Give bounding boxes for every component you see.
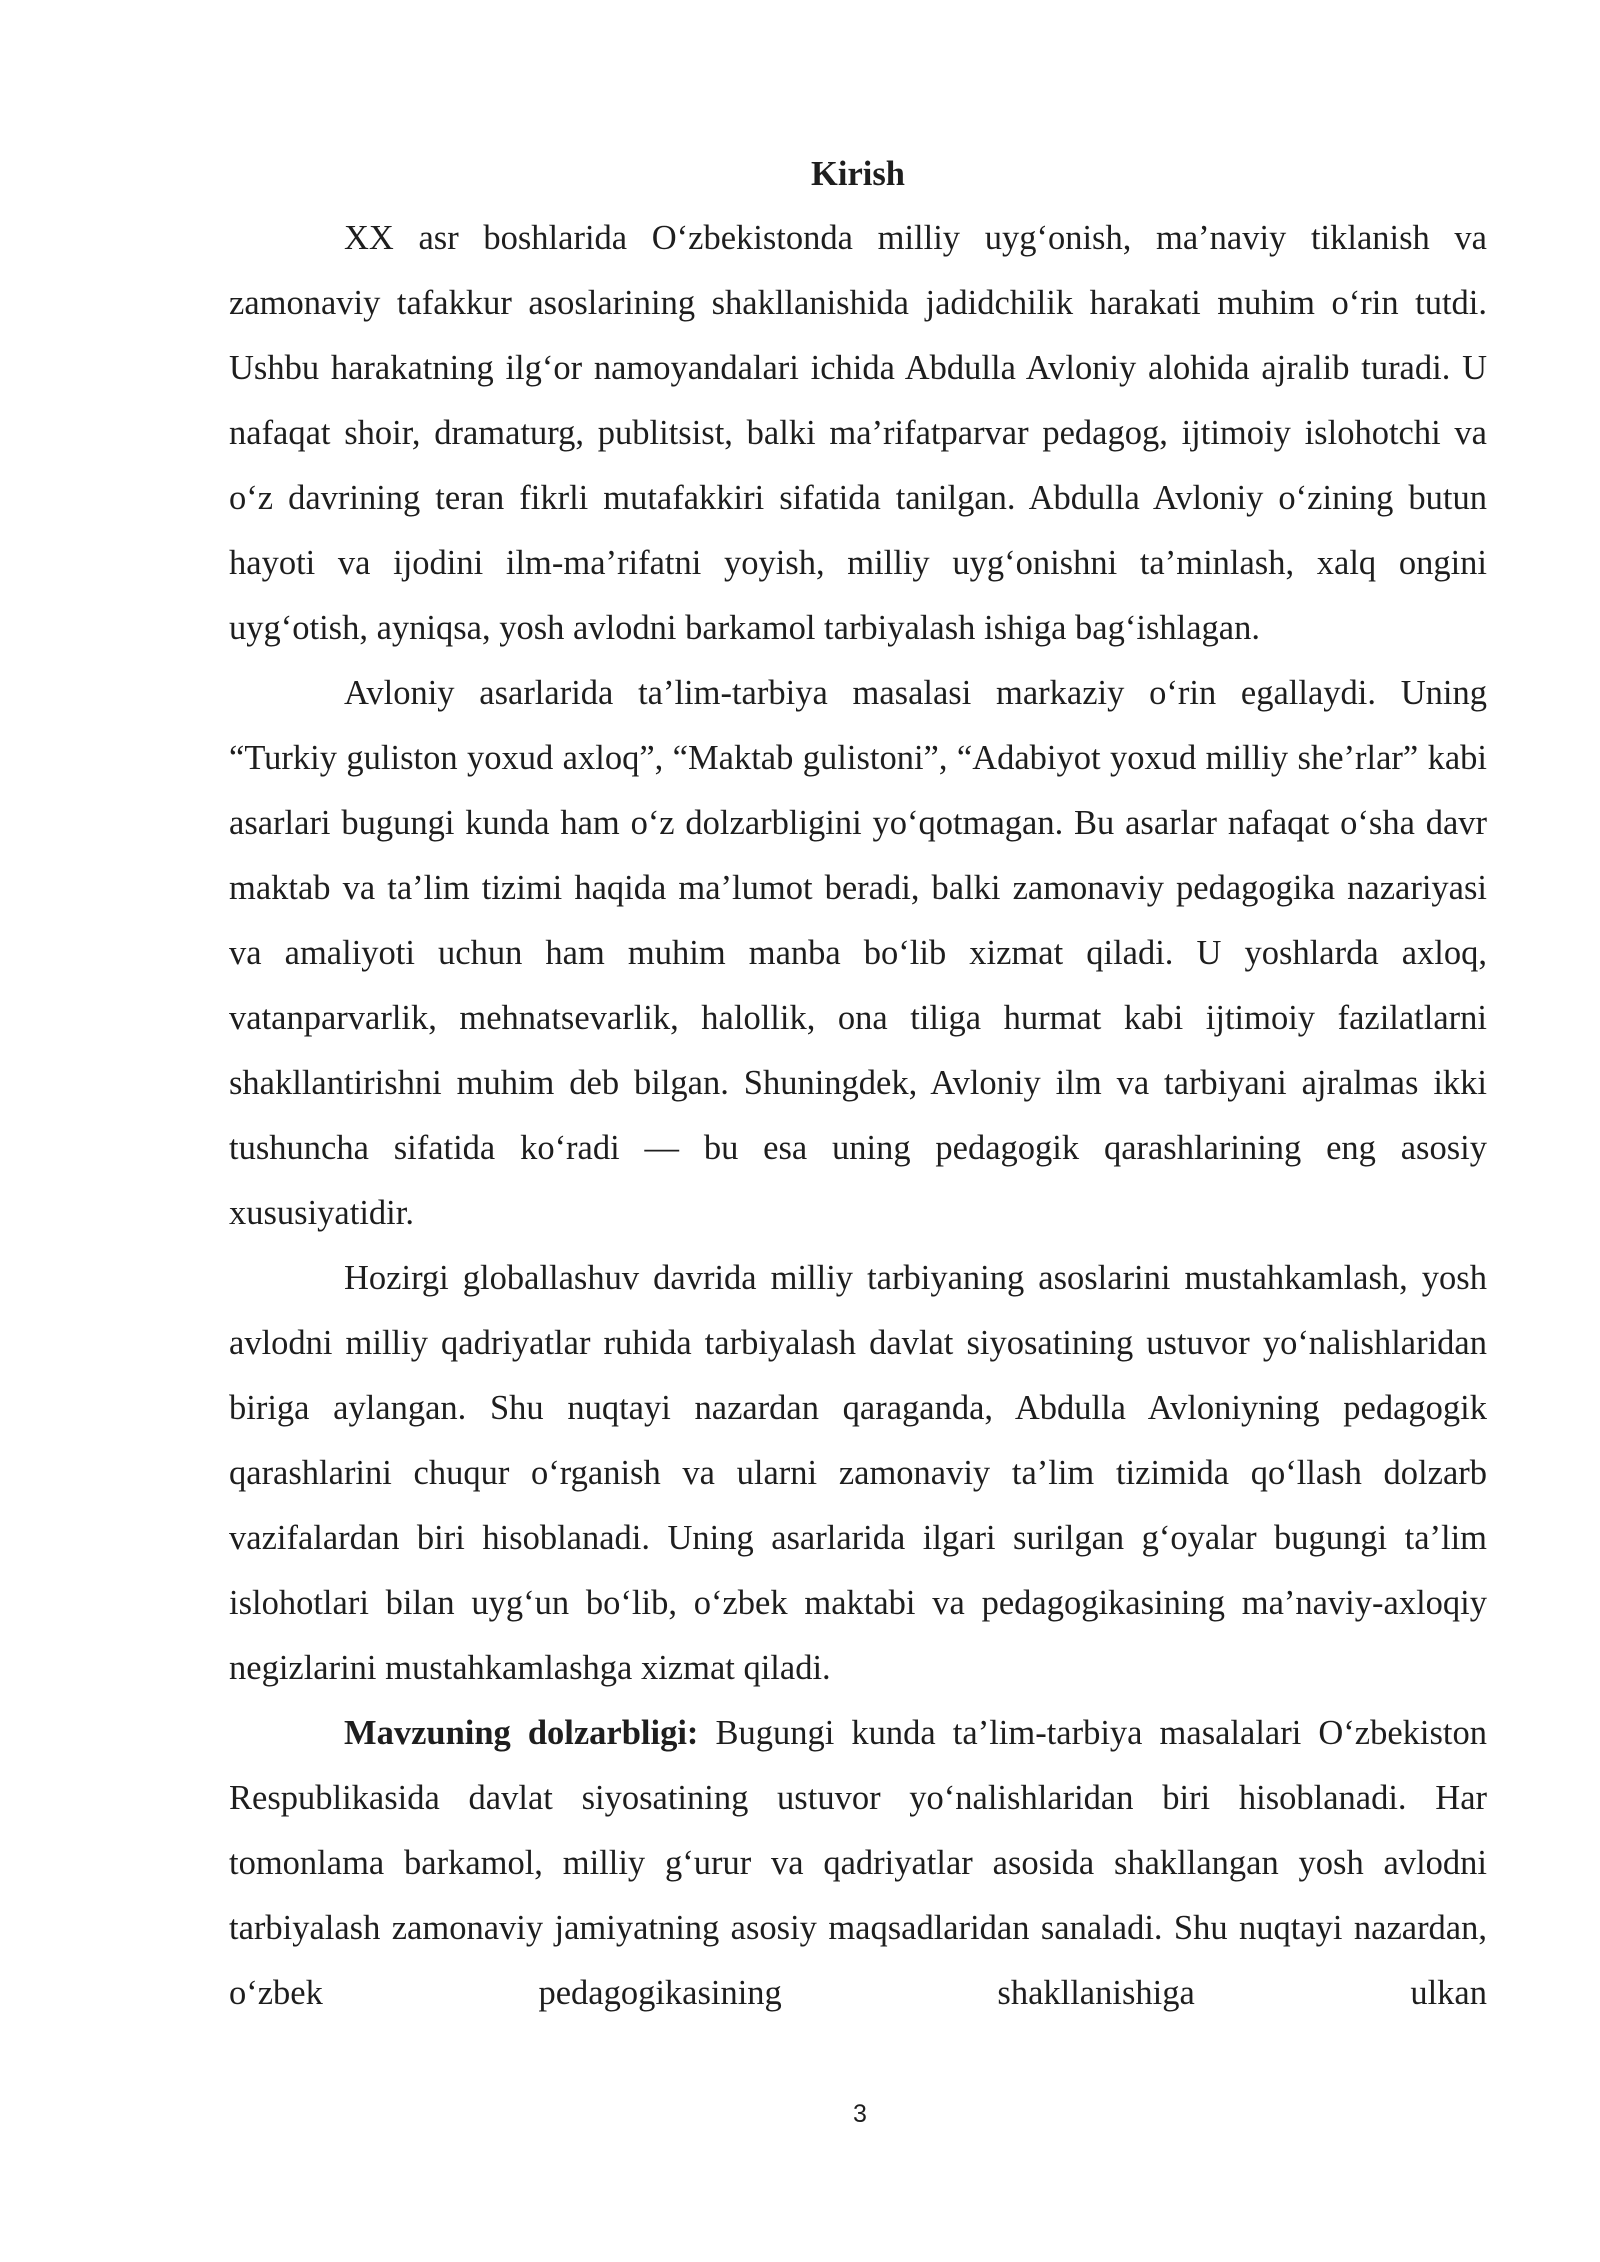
paragraph-4-text: Bugungi kunda ta’lim-tarbiya masalalari O‘zbekiston Respublikasida davlat siyosatining ustuvor yo‘nalishlaridan biri hisoblanadi. Har tomonlama barkamol, milliy g‘urur va qadriyatlar asosida shakllangan yosh avlodni tarbiyalash zamonaviy jamiyatning asosiy maqsadlaridan sanaladi. Shu nuqtayi nazardan, o‘zbek pedagogikasining shakllanishiga ulkan [229, 1714, 1487, 2012]
paragraph-lead-heading: Mavzuning dolzarbligi: [344, 1714, 699, 1752]
document-body [229, 148, 1487, 2026]
page-title: Kirish [811, 155, 905, 193]
paragraph-3: Hozirgi globallashuv davrida milliy tarbiyaning asoslarini mustahkamlash, yosh avlodni milliy qadriyatlar ruhida tarbiyalash davlat siyosatining ustuvor yo‘nalishlaridan biriga aylangan. Shu nuqtayi nazardan qaraganda, Abdulla Avloniyning pedagogik qarashlarini chuqur o‘rganish va ularni zamonaviy ta’lim tizimida qo‘llash dolzarb vazifalardan biri hisoblanadi. Uning asarlarida ilgari surilgan g‘oyalar bugungi ta’lim islohotlari bilan uyg‘un bo‘lib, o‘zbek maktabi va pedagogikasining ma’naviy-axloqiy negizlarini mustahkamlashga xizmat qiladi. [229, 1259, 1487, 1687]
paragraph-2: Avloniy asarlarida ta’lim-tarbiya masalasi markaziy o‘rin egallaydi. Uning “Turkiy guliston yoxud axloq”, “Maktab gulistoni”, “Adabiyot yoxud milliy she’rlar” kabi asarlari bugungi kunda ham o‘z dolzarbligini yo‘qotmagan. Bu asarlar nafaqat o‘sha davr maktab va ta’lim tizimi haqida ma’lumot beradi, balki zamonaviy pedagogika nazariyasi va amaliyoti uchun ham muhim manba bo‘lib xizmat qiladi. U yoshlarda axloq, vatanparvarlik, mehnatsevarlik, halollik, ona tiliga hurmat kabi ijtimoiy fazilatlarni shakllantirishni muhim deb bilgan. Shuningdek, Avloniy ilm va tarbiyani ajralmas ikki tushuncha sifatida ko‘radi — bu esa uning pedagogik qarashlarining eng asosiy xususiyatidir. [229, 674, 1487, 1232]
paragraph-4 [229, 1701, 1487, 2026]
page-number: 3 [853, 2100, 867, 2128]
paragraph-1: XX asr boshlarida O‘zbekistonda milliy uyg‘onish, ma’naviy tiklanish va zamonaviy tafakkur asoslarining shakllanishida jadidchilik harakati muhim o‘rin tutdi. Ushbu harakatning ilg‘or namoyandalari ichida Abdulla Avloniy alohida ajralib turadi. U nafaqat shoir, dramaturg, publitsist, balki ma’rifatparvar pedagog, ijtimoiy islohotchi va o‘z davrining teran fikrli mutafakkiri sifatida tanilgan. Abdulla Avloniy o‘zining butun hayoti va ijodini ilm-ma’rifatni yoyish, milliy uyg‘onishni ta’minlash, xalq ongini uyg‘otish, ayniqsa, yosh avlodni barkamol tarbiyalash ishiga bag‘ishlagan. [229, 219, 1487, 647]
